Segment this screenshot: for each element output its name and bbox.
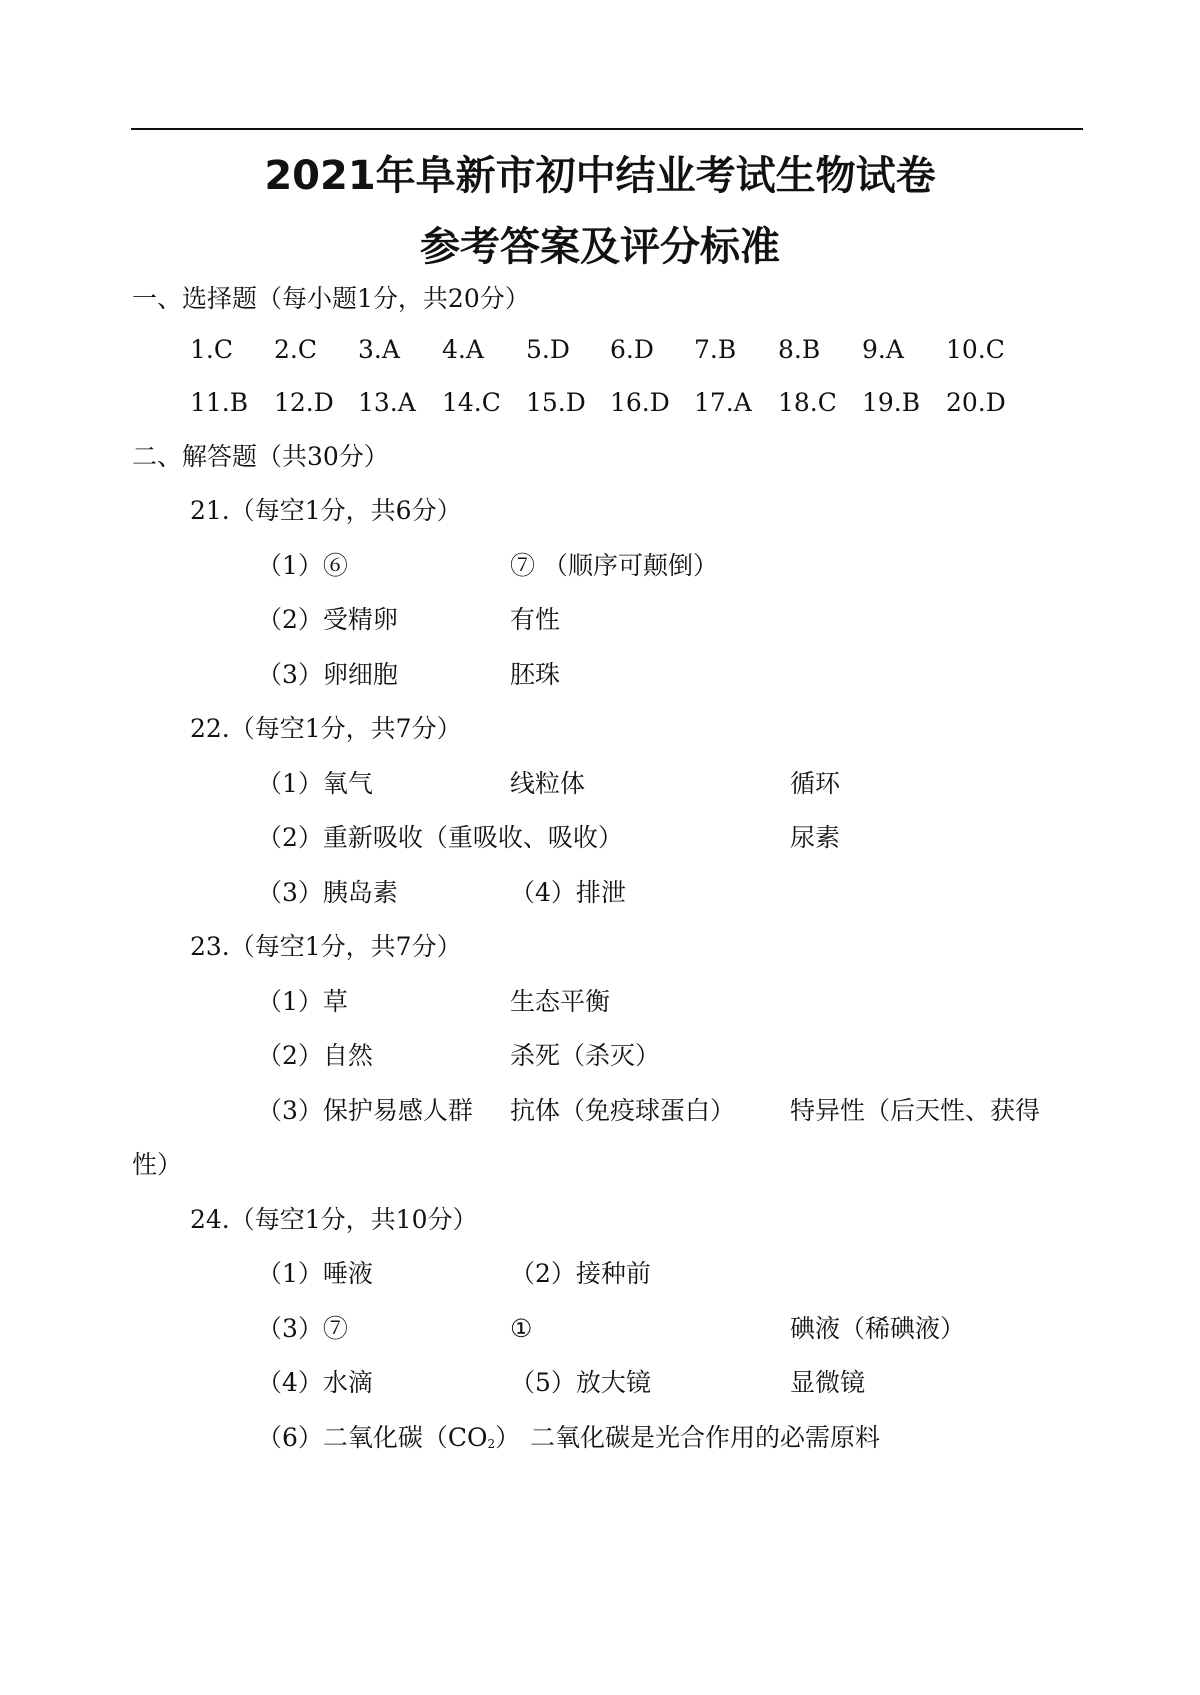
q24-answer-co2 <box>257 1421 520 1461</box>
q23-answer: （3）保护易感人群 <box>257 1096 473 1125</box>
co2-close: ） <box>495 1423 521 1452</box>
mc-answer: 20.D <box>946 388 1006 417</box>
q21-answer: （1）⑥ <box>257 551 348 580</box>
q24-answer: （1）唾液 <box>257 1259 373 1288</box>
mc-answer: 9.A <box>862 335 904 364</box>
mc-answer: 18.C <box>778 388 837 417</box>
mc-answer: 3.A <box>358 335 400 364</box>
mc-answer: 17.A <box>694 388 752 417</box>
q24-answer: （2）接种前 <box>510 1259 651 1288</box>
mc-answer: 12.D <box>274 388 334 417</box>
q22-heading: 22.（每空1分，共7分） <box>190 714 462 743</box>
co2-subscript: 2 <box>487 1437 496 1451</box>
q22-answer: （4）排泄 <box>510 878 626 907</box>
mc-answer: 11.B <box>190 388 249 417</box>
mc-answer: 2.C <box>274 335 317 364</box>
section1-heading: 一、选择题（每小题1分，共20分） <box>132 284 530 313</box>
mc-answer: 15.D <box>526 388 586 417</box>
mc-answer: 10.C <box>946 335 1005 364</box>
q24-heading: 24.（每空1分，共10分） <box>190 1205 478 1234</box>
q21-heading: 21.（每空1分，共6分） <box>190 496 462 525</box>
q24-answer-reason: 二氧化碳是光合作用的必需原料 <box>530 1423 881 1452</box>
mc-answer: 19.B <box>862 388 921 417</box>
mc-answers-row1 <box>190 333 1030 367</box>
q22-answer: （1）氧气 <box>257 769 373 798</box>
q23-answer-wrap: 性） <box>132 1150 183 1179</box>
q23-answer: 特异性（后天性、获得 <box>790 1096 1041 1125</box>
co2-label: （6）二氧化碳（CO <box>257 1423 488 1452</box>
q22-answer: （3）胰岛素 <box>257 878 398 907</box>
page-title: 2021年阜新市初中结业考试生物试卷 <box>264 153 936 199</box>
q22-answer: 循环 <box>790 769 841 798</box>
q21-answer: （3）卵细胞 <box>257 660 398 689</box>
q24-answer: ① <box>510 1314 533 1343</box>
q23-heading: 23.（每空1分，共7分） <box>190 932 462 961</box>
q23-answer: 杀死（杀灭） <box>510 1041 661 1070</box>
mc-answer: 7.B <box>694 335 737 364</box>
q24-answer: 显微镜 <box>790 1368 866 1397</box>
section2-heading: 二、解答题（共30分） <box>132 442 389 471</box>
q24-answer: （4）水滴 <box>257 1368 373 1397</box>
q22-answer: 尿素 <box>790 823 841 852</box>
mc-answer: 1.C <box>190 335 233 364</box>
q22-answer: （2）重新吸收（重吸收、吸收） <box>257 823 623 852</box>
q24-answer: （3）⑦ <box>257 1314 348 1343</box>
mc-answer: 14.C <box>442 388 501 417</box>
mc-answer: 6.D <box>610 335 654 364</box>
mc-answer: 4.A <box>442 335 484 364</box>
q21-answer: ⑦ （顺序可颠倒） <box>510 551 718 580</box>
q21-answer: （2）受精卵 <box>257 605 398 634</box>
q24-answer: 碘液（稀碘液） <box>790 1314 966 1343</box>
q21-answer: 胚珠 <box>510 660 561 689</box>
mc-answer: 5.D <box>526 335 570 364</box>
top-rule <box>131 128 1083 130</box>
q23-answer: （2）自然 <box>257 1041 373 1070</box>
mc-answers-row2 <box>190 386 1030 420</box>
mc-answer: 13.A <box>358 388 416 417</box>
q23-answer: （1）草 <box>257 987 348 1016</box>
mc-answer: 8.B <box>778 335 821 364</box>
q23-answer: 生态平衡 <box>510 987 611 1016</box>
page-subtitle: 参考答案及评分标准 <box>420 224 780 270</box>
q23-answer: 抗体（免疫球蛋白） <box>510 1096 736 1125</box>
mc-answer: 16.D <box>610 388 670 417</box>
q21-answer: 有性 <box>510 605 561 634</box>
q24-answer: （5）放大镜 <box>510 1368 651 1397</box>
q22-answer: 线粒体 <box>510 769 586 798</box>
